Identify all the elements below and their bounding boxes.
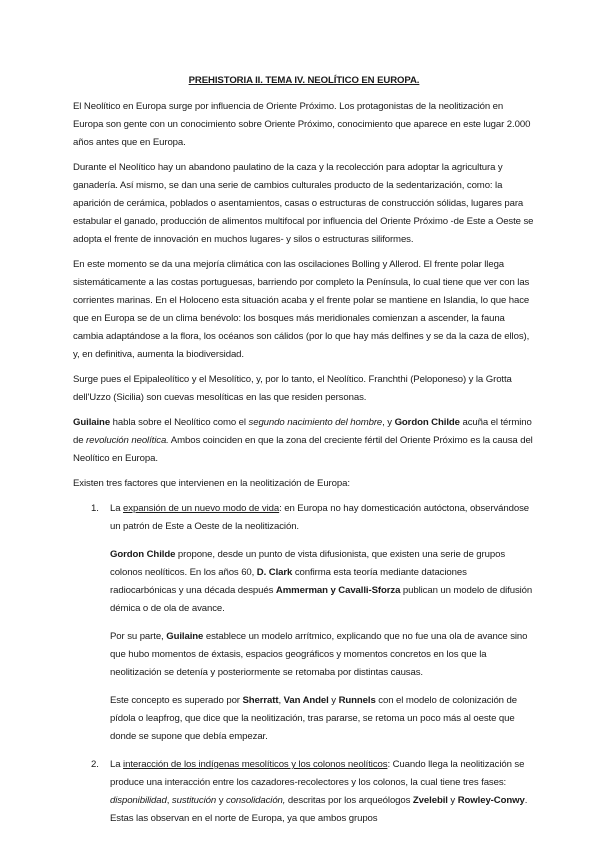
list-item: [73, 500, 535, 746]
text-segment: , y: [382, 417, 395, 428]
bold-text: Van Andel: [283, 695, 329, 706]
text-segment: ,: [278, 695, 284, 706]
bold-text: Ammerman y Cavalli-Sforza: [275, 585, 401, 596]
text-segment: y: [447, 795, 458, 806]
paragraph: [110, 628, 535, 682]
document-body: [73, 98, 535, 493]
text-segment: establece un modelo arrítmico, explicando que no fue una ola de avance sino que hubo momentos de éxtasis, espacios geográficos y momentos concretos en los que la neolitización se detenía y posteriormente se retomaba por distintas causas.: [110, 631, 528, 678]
list-number: 1.: [91, 503, 99, 514]
italic-text: sustitución: [171, 795, 217, 806]
text-segment: El Neolítico en Europa surge por influencia de Oriente Próximo. Los protagonistas de la neolitización en Europa son gente con un conocimiento sobre Oriente Próximo, conocimiento que aparece en este lugar 2.000 años antes que en Europa.: [73, 101, 531, 148]
text-segment: Existen tres factores que intervienen en la neolitización de Europa:: [73, 478, 350, 489]
text-segment: confirma esta teoría mediante dataciones radiocarbónicas y una década después: [110, 567, 467, 596]
paragraph: [73, 475, 535, 493]
bold-text: Gordon Childe: [110, 549, 176, 560]
paragraph: [73, 159, 535, 249]
paragraph: [110, 692, 535, 746]
paragraph: [110, 500, 535, 536]
bold-text: Rowley-Conwy: [457, 795, 525, 806]
underlined-text: expansión de un nuevo modo de vida: [123, 503, 280, 514]
text-segment: : Cuando llega la neolitización se produce una interacción entre los cazadores-recolectores y los colonos, la cual tiene tres fases:: [110, 759, 525, 788]
bold-text: Gordon Childe: [394, 417, 460, 428]
paragraph: [73, 256, 535, 364]
text-segment: con el modelo de colonización de pídola o leapfrog, que dice que la neolitización, tras pararse, se retoma un poco más al oeste que donde se supone que debía empezar.: [110, 695, 517, 742]
italic-text: segundo nacimiento del hombre: [248, 417, 383, 428]
paragraph: [110, 546, 535, 618]
list-number: 2.: [91, 759, 99, 770]
text-segment: habla sobre el Neolítico como el: [110, 417, 249, 428]
bold-text: Sherratt: [242, 695, 279, 706]
bold-text: Runnels: [338, 695, 376, 706]
italic-text: revolución neolítica.: [86, 435, 169, 446]
text-segment: publican un modelo de difusión démica o de ola de avance.: [110, 585, 533, 614]
text-segment: ,: [166, 795, 172, 806]
paragraph: [73, 98, 535, 152]
text-segment: En este momento se da una mejoría climática con las oscilaciones Bolling y Allerod. El frente polar llega sistemáticamente a las costas portuguesas, barriendo por completo la Península, lo cual tiene que ver con las corrientes marinas. En el Holoceno esta situación acaba y el frente polar se mantiene en Islandia, lo que hace que en Europa se de un clima benévolo: los bosques más meridionales comienzan a ascender, la fauna cambia adaptándose a la flora, los océanos son cálidos (por lo que hay más delfines y se da la caza de ellos), y, en definitiva, aumenta la biodiversidad.: [73, 259, 530, 360]
paragraph: [110, 756, 535, 828]
text-segment: Durante el Neolítico hay un abandono paulatino de la caza y la recolección para adoptar la agricultura y ganadería. Así mismo, se dan una serie de cambios culturales producto de la sedentarización, como: la aparición de cerámica, poblados o asentamientos, casas o estructuras de construcción sólidas, lugares para estabular el ganado, producción de alimentos multifocal por influencia del Oriente Próximo -de Este a Oeste se adopta el frente de innovación en muchos lugares- y silos o estructuras siliformes.: [73, 162, 534, 245]
paragraph: [73, 371, 535, 407]
paragraph: [73, 414, 535, 468]
text-segment: acuña el término de: [73, 417, 532, 446]
text-segment: descritas por los arqueólogos: [285, 795, 413, 806]
list-item: [73, 756, 535, 828]
bold-text: Guilaine: [73, 417, 111, 428]
text-segment: Este concepto es superado por: [110, 695, 243, 706]
bold-text: Zvelebil: [412, 795, 448, 806]
text-segment: Ambos coinciden en que la zona del creciente fértil del Oriente Próximo es la causa del Neolítico en Europa.: [73, 435, 533, 464]
document-page: [73, 72, 535, 838]
underlined-text: interacción de los indígenas mesolíticos y los colonos neolíticos: [123, 759, 388, 770]
bold-text: Guilaine: [166, 631, 204, 642]
text-segment: La: [110, 759, 124, 770]
text-segment: . Estas las observan en el norte de Europa, ya que ambos grupos: [110, 795, 528, 824]
text-segment: y: [216, 795, 226, 806]
text-segment: propone, desde un punto de vista difusionista, que existen una serie de grupos colonos neolíticos. En los años 60,: [110, 549, 506, 578]
text-segment: : en Europa no hay domesticación autóctona, observándose un patrón de Este a Oeste de la neolitización.: [110, 503, 530, 532]
text-segment: La: [110, 503, 124, 514]
text-segment: Por su parte,: [110, 631, 167, 642]
text-segment: Surge pues el Epipaleolítico y el Mesolítico, y, por lo tanto, el Neolítico. Franchthi (Peloponeso) y la Grotta dell'Uzzo (Sicilia) son cuevas mesolíticas en las que residen personas.: [73, 374, 512, 403]
text-segment: y: [328, 695, 339, 706]
bold-text: D. Clark: [256, 567, 293, 578]
numbered-list: [73, 500, 535, 828]
italic-text: consolidación,: [225, 795, 286, 806]
document-title: PREHISTORIA II. TEMA IV. NEOLÍTICO EN EUROPA.: [188, 75, 420, 86]
italic-text: disponibilidad: [110, 795, 167, 806]
